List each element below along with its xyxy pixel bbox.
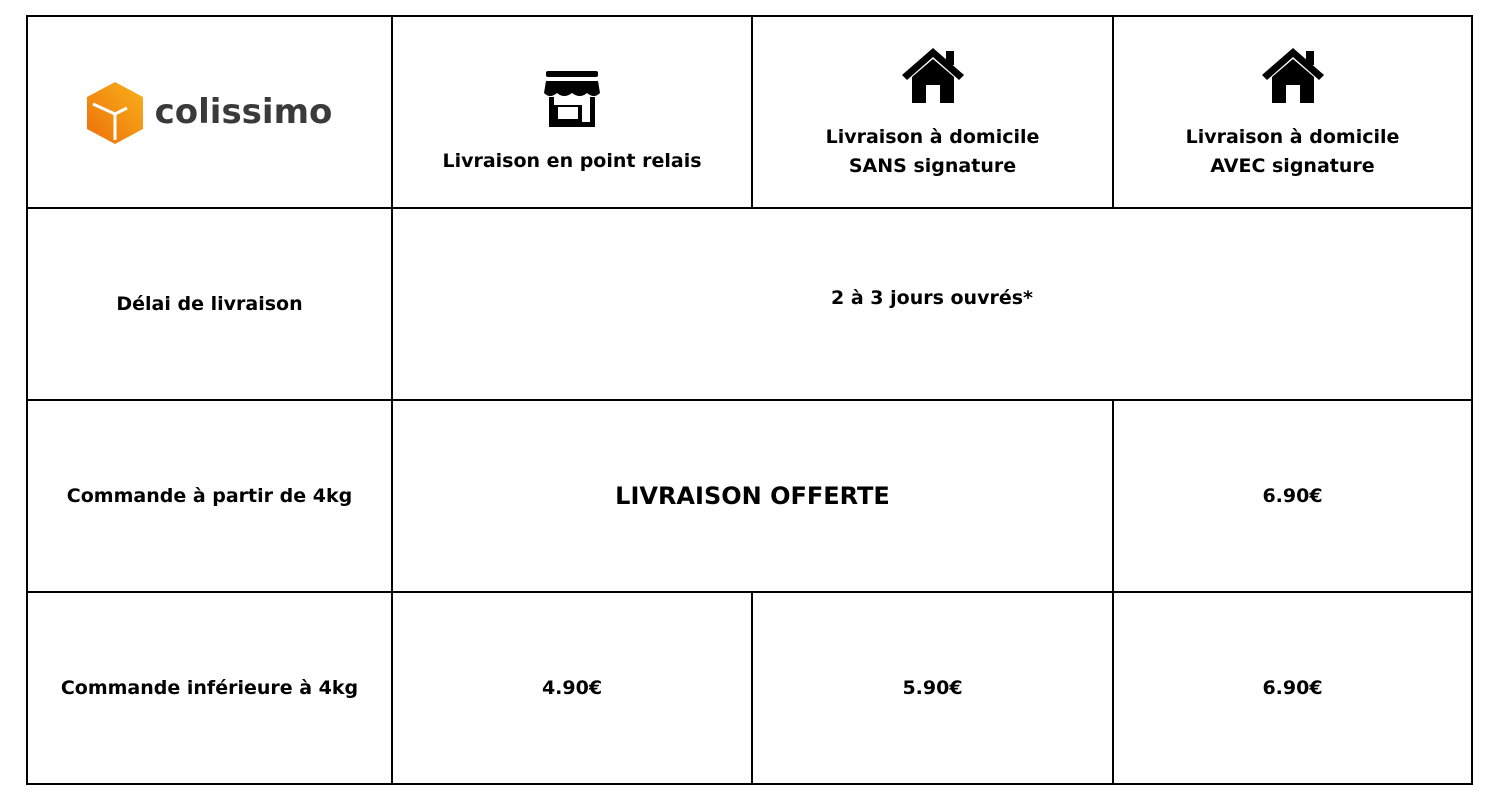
row-label: Commande à partir de 4kg <box>66 485 353 507</box>
header-point-relais <box>391 15 753 210</box>
row-label-delai <box>26 207 393 402</box>
house-icon <box>1260 45 1326 105</box>
row-label-moins-4kg <box>26 591 393 785</box>
row-label: Commande inférieure à 4kg <box>60 676 359 699</box>
shop-icon <box>542 69 602 129</box>
brand-name: colissimo <box>154 92 333 132</box>
header-label: Livraison en point relais <box>442 150 702 172</box>
row-label: Délai de livraison <box>116 293 303 315</box>
delai-text: 2 à 3 jours ouvrés* <box>831 287 1033 309</box>
logo-cell <box>26 15 393 210</box>
header-domicile-sans <box>751 15 1114 210</box>
price: 4.90€ <box>541 676 603 699</box>
price-relais <box>391 591 753 785</box>
livraison-offerte <box>391 399 1114 594</box>
price-avec-plus-4kg <box>1112 399 1473 594</box>
price-sans <box>751 591 1114 785</box>
colissimo-logo <box>87 82 333 144</box>
price: 6.90€ <box>1262 676 1323 699</box>
header-domicile-avec <box>1112 15 1473 210</box>
offer-text: LIVRAISON OFFERTE <box>615 482 890 510</box>
price: 6.90€ <box>1262 485 1323 507</box>
header-line2: SANS signature <box>848 154 1017 177</box>
box-icon <box>87 82 143 144</box>
price: 5.90€ <box>902 676 963 699</box>
house-icon <box>900 45 966 105</box>
header-line1: Livraison à domicile <box>1185 125 1400 148</box>
delai-value <box>391 207 1473 402</box>
row-label-plus-4kg <box>26 399 393 594</box>
price-avec <box>1112 591 1473 785</box>
header-line1: Livraison à domicile <box>825 125 1040 148</box>
header-line2: AVEC signature <box>1210 154 1375 177</box>
